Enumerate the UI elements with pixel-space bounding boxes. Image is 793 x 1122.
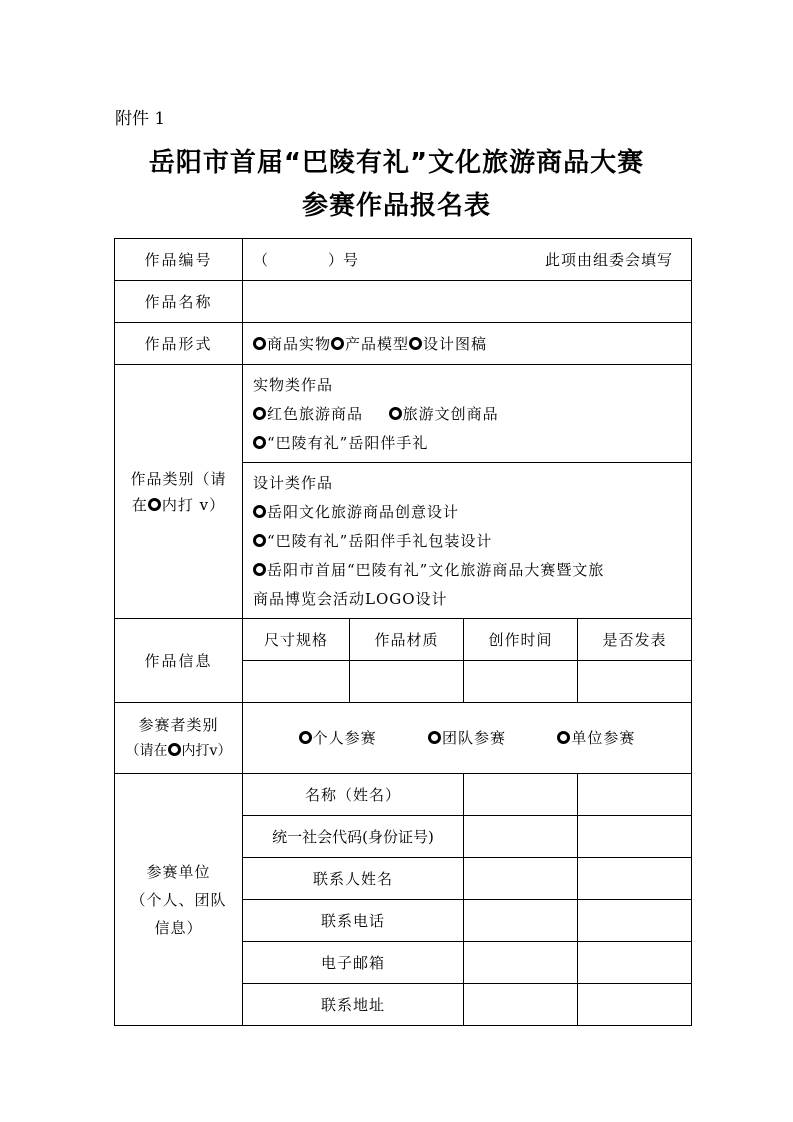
participant-unit-label: 参赛单位 （个人、团队 信息）	[115, 774, 243, 1026]
radio-circle-icon	[557, 731, 570, 744]
created-time-field[interactable]	[464, 661, 578, 703]
design-works-heading: 设计类作品	[253, 474, 334, 492]
work-name-field[interactable]	[243, 281, 692, 323]
material-field[interactable]	[350, 661, 464, 703]
row-work-info-header	[115, 619, 692, 661]
participant-option-team[interactable]: 团队参赛	[428, 729, 506, 747]
col-material: 作品材质	[350, 619, 464, 661]
category-option-souvenir[interactable]: “巴陵有礼”岳阳伴手礼	[253, 429, 691, 458]
form-option-model[interactable]: 产品模型	[331, 335, 409, 353]
form-subtitle: 参赛作品报名表	[301, 191, 491, 221]
participant-option-organization[interactable]: 单位参赛	[557, 729, 635, 747]
radio-circle-icon	[331, 337, 344, 350]
category-option-packaging-design[interactable]: “巴陵有礼”岳阳伴手礼包装设计	[253, 527, 691, 556]
form-option-physical[interactable]: 商品实物	[253, 335, 331, 353]
unit-field-address-label: 联系地址	[243, 984, 464, 1026]
col-created-time: 创作时间	[464, 619, 578, 661]
physical-works-group	[243, 365, 692, 463]
work-form-options	[243, 323, 692, 365]
work-info-label: 作品信息	[115, 619, 243, 703]
work-number-label: 作品编号	[115, 239, 243, 281]
registration-table	[114, 238, 692, 1026]
row-work-number	[115, 239, 692, 281]
work-number-note: 此项由组委会填写	[545, 250, 674, 269]
work-form-label: 作品形式	[115, 323, 243, 365]
unit-name-input-extra[interactable]	[578, 774, 692, 816]
form-title: 岳阳市首届“巴陵有礼”文化旅游商品大赛	[148, 148, 645, 178]
radio-circle-icon	[428, 731, 441, 744]
unit-contact-name-input[interactable]	[464, 858, 578, 900]
radio-circle-icon	[389, 407, 402, 420]
unit-email-input-extra[interactable]	[578, 942, 692, 984]
unit-address-input[interactable]	[464, 984, 578, 1026]
radio-circle-icon	[299, 731, 312, 744]
unit-phone-input-extra[interactable]	[578, 900, 692, 942]
unit-field-email-label: 电子邮箱	[243, 942, 464, 984]
participant-type-options	[243, 703, 692, 774]
size-field[interactable]	[243, 661, 350, 703]
radio-circle-icon	[253, 563, 266, 576]
row-participant-type	[115, 703, 692, 774]
row-work-category-physical	[115, 365, 692, 463]
unit-field-contact-name-label: 联系人姓名	[243, 858, 464, 900]
row-work-form	[115, 323, 692, 365]
physical-works-heading: 实物类作品	[253, 376, 334, 394]
unit-phone-input[interactable]	[464, 900, 578, 942]
radio-circle-icon	[409, 337, 422, 350]
unit-field-name-label: 名称（姓名）	[243, 774, 464, 816]
unit-contact-name-input-extra[interactable]	[578, 858, 692, 900]
radio-circle-icon	[253, 337, 266, 350]
unit-name-input[interactable]	[464, 774, 578, 816]
radio-circle-icon	[253, 436, 266, 449]
row-work-name	[115, 281, 692, 323]
category-option-logo-design-continuation: 商品博览会活动LOGO设计	[253, 590, 448, 608]
unit-field-credit-code-label: 统一社会代码(身份证号)	[243, 816, 464, 858]
category-option-creative-design[interactable]: 岳阳文化旅游商品创意设计	[253, 498, 691, 527]
form-option-design[interactable]: 设计图稿	[409, 335, 487, 353]
unit-credit-code-input[interactable]	[464, 816, 578, 858]
radio-circle-icon	[253, 407, 266, 420]
design-works-group	[243, 463, 692, 619]
col-published: 是否发表	[578, 619, 692, 661]
category-option-logo-design[interactable]: 岳阳市首届“巴陵有礼”文化旅游商品大赛暨文旅	[253, 556, 691, 585]
published-field[interactable]	[578, 661, 692, 703]
category-option-cultural-creative[interactable]: 旅游文创商品	[389, 405, 499, 423]
radio-circle-icon	[253, 505, 266, 518]
work-number-value[interactable]: （ ）号	[253, 250, 359, 269]
unit-address-input-extra[interactable]	[578, 984, 692, 1026]
radio-circle-icon	[168, 743, 181, 756]
participant-type-label: 参赛者类别 （请在 内打v）	[115, 703, 243, 774]
row-unit-name	[115, 774, 692, 816]
participant-option-individual[interactable]: 个人参赛	[299, 729, 377, 747]
unit-email-input[interactable]	[464, 942, 578, 984]
category-option-red-tourism[interactable]: 红色旅游商品	[253, 405, 363, 423]
unit-credit-code-input-extra[interactable]	[578, 816, 692, 858]
radio-circle-icon	[148, 498, 161, 511]
work-number-cell	[243, 239, 692, 281]
unit-field-phone-label: 联系电话	[243, 900, 464, 942]
col-size: 尺寸规格	[243, 619, 350, 661]
radio-circle-icon	[253, 534, 266, 547]
attachment-label: 附件 1	[115, 109, 166, 129]
work-category-label: 作品类别（请 在 内打 v）	[115, 365, 243, 619]
work-name-label: 作品名称	[115, 281, 243, 323]
